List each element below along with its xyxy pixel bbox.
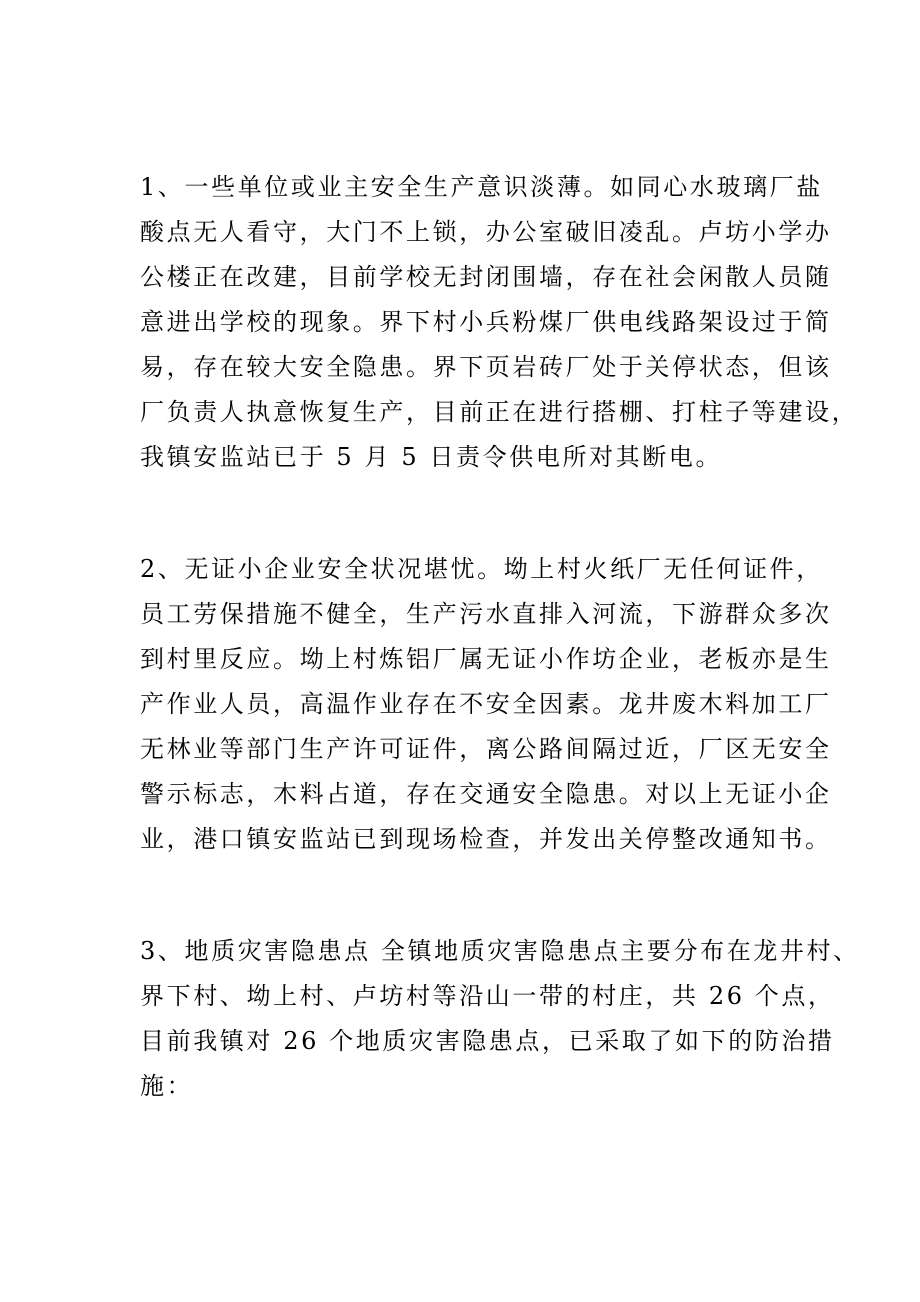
paragraph-line: 到村里反应。坳上村炼铝厂属无证小作坊企业，老板亦是生 [140,645,832,673]
paragraph-line: 易，存在较大安全隐患。界下页岩砖厂处于关停状态，但该 [140,353,832,381]
paragraph-line: 厂负责人执意恢复生产，目前正在进行搭棚、打柱子等建设， [140,398,859,426]
paragraph-line: 酸点无人看守，大门不上锁，办公室破旧凌乱。卢坊小学办 [140,218,832,246]
paragraph-line: 业，港口镇安监站已到现场检查，并发出关停整改通知书。 [140,825,832,853]
paragraph-line: 施： [140,1072,194,1100]
paragraph-line: 员工劳保措施不健全，生产污水直排入河流，下游群众多次 [140,600,832,628]
paragraph-line: 1、一些单位或业主安全生产意识淡薄。如同心水玻璃厂盐 [140,173,823,201]
paragraph-line: 意进出学校的现象。界下村小兵粉煤厂供电线路架设过于简 [140,308,832,336]
paragraph-line: 警示标志，木料占道，存在交通安全隐患。对以上无证小企 [140,780,832,808]
paragraph-line: 公楼正在改建，目前学校无封闭围墙，存在社会闲散人员随 [140,263,832,291]
paragraph-3 [140,929,860,1109]
paragraph-line: 产作业人员，高温作业存在不安全因素。龙井废木料加工厂 [140,690,832,718]
paragraph-line: 目前我镇对 26 个地质灾害隐患点，已采取了如下的防治措 [140,1027,835,1055]
paragraph-line: 无林业等部门生产许可证件，离公路间隔过近，厂区无安全 [140,735,832,763]
paragraph-line: 我镇安监站已于 5 月 5 日责令供电所对其断电。 [140,443,723,471]
paragraph-line: 2、无证小企业安全状况堪忧。坳上村火纸厂无任何证件， [140,555,823,583]
paragraph-1 [140,165,858,480]
paragraph-line: 界下村、坳上村、卢坊村等沿山一带的村庄，共 26 个点， [140,982,835,1010]
paragraph-line: 3、地质灾害隐患点 全镇地质灾害隐患点主要分布在龙井村、 [140,937,860,965]
paragraph-2 [140,547,832,862]
